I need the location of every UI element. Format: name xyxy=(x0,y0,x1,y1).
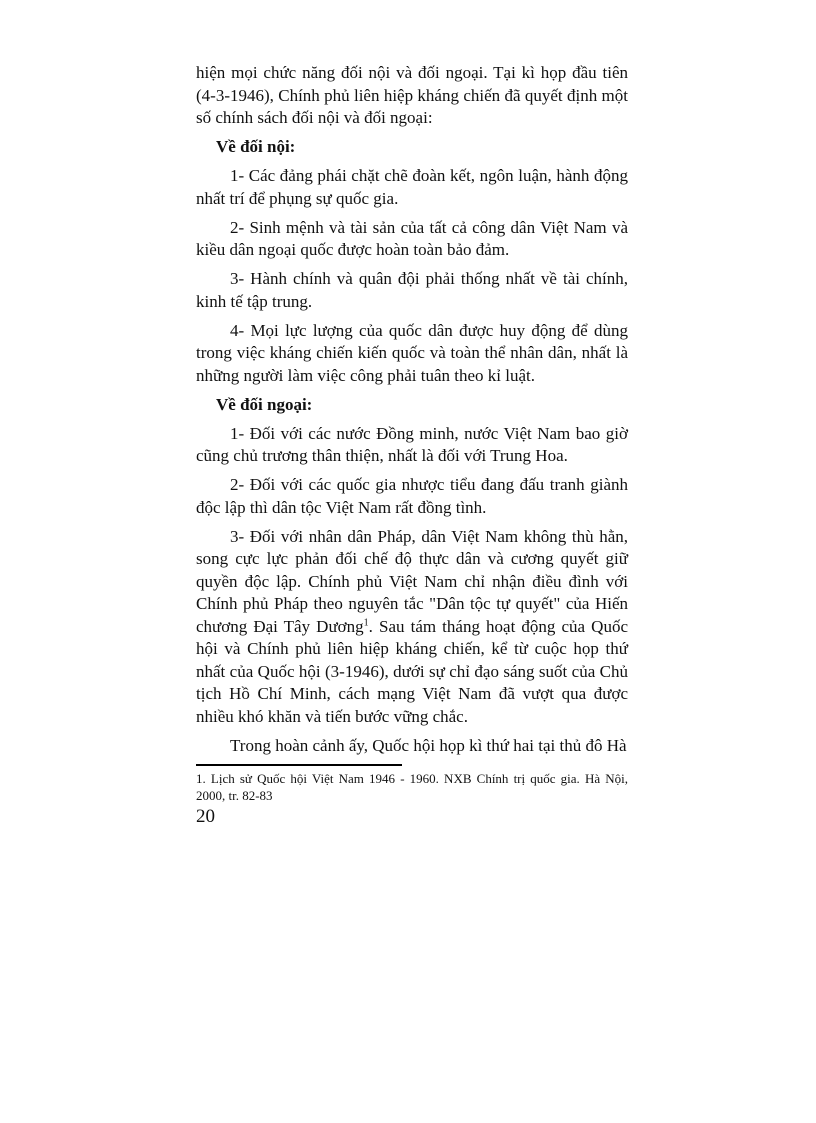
foreign-policy-item-1: 1- Đối với các nước Đồng minh, nước Việt Nam bao giờ cũng chủ trương thân thiện, nhất là đối với Trung Hoa. xyxy=(196,423,628,465)
closing-paragraph: Trong hoàn cảnh ấy, Quốc hội họp kì thứ hai tại thủ đô Hà xyxy=(230,735,627,755)
foreign-policy-item-3-continuation: . Sau tám tháng hoạt động của Quốc hội và Chính phủ liên hiệp kháng chiến, kể từ cuộc họp thứ nhất của Quốc hội (3-1946), dưới sự chỉ đạo sáng suốt của Chủ tịch Hồ Chí Minh, cách mạng Việt Nam đã vượt qua được nhiều khó khăn và tiến bước vững chắc. xyxy=(196,616,628,726)
domestic-policy-item-4: 4- Mọi lực lượng của quốc dân được huy động để dùng trong việc kháng chiến kiến quốc và toàn thể nhân dân, nhất là những người làm việc công phải tuân theo kỉ luật. xyxy=(196,320,628,385)
footnote-marker: 1 xyxy=(363,616,369,628)
footnote-text: 1. Lịch sử Quốc hội Việt Nam 1946 - 1960. NXB Chính trị quốc gia. Hà Nội, 2000, tr. 82-83 xyxy=(196,770,628,803)
domestic-policy-item-1: 1- Các đảng phái chặt chẽ đoàn kết, ngôn luận, hành động nhất trí để phụng sự quốc gia. xyxy=(196,166,628,208)
footnote-divider xyxy=(196,764,402,766)
page-number: 20 xyxy=(196,805,215,827)
foreign-policy-item-2: 2- Đối với các quốc gia nhược tiểu đang đấu tranh giành độc lập thì dân tộc Việt Nam rất đồng tình. xyxy=(196,475,628,517)
intro-paragraph: hiện mọi chức năng đối nội và đối ngoại. Tại kì họp đầu tiên (4-3-1946), Chính phủ liên hiệp kháng chiến đã quyết định một số chính sách đối nội và đối ngoại: xyxy=(196,63,628,127)
domestic-policy-item-3: 3- Hành chính và quân đội phải thống nhất về tài chính, kinh tế tập trung. xyxy=(196,269,628,311)
domestic-policy-heading: Về đối nội: xyxy=(216,137,296,156)
foreign-policy-item-3 xyxy=(196,526,628,729)
foreign-policy-item-3-text: 3- Đối với nhân dân Pháp, dân Việt Nam không thù hằn, song cực lực phản đối chế độ thực dân và cương quyết giữ quyền độc lập. Chính phủ Việt Nam chỉ nhận điều đình với Chính phủ Pháp theo nguyên tắc "Dân tộc tự quyết" của Hiến chương Đại Tây Dương xyxy=(196,526,628,636)
foreign-policy-heading: Về đối ngoại: xyxy=(216,394,313,414)
main-text xyxy=(196,62,628,757)
document-page xyxy=(196,62,628,828)
domestic-policy-item-2: 2- Sinh mệnh và tài sản của tất cả công dân Việt Nam và kiều dân ngoại quốc được hoàn toàn bảo đảm. xyxy=(196,217,628,259)
